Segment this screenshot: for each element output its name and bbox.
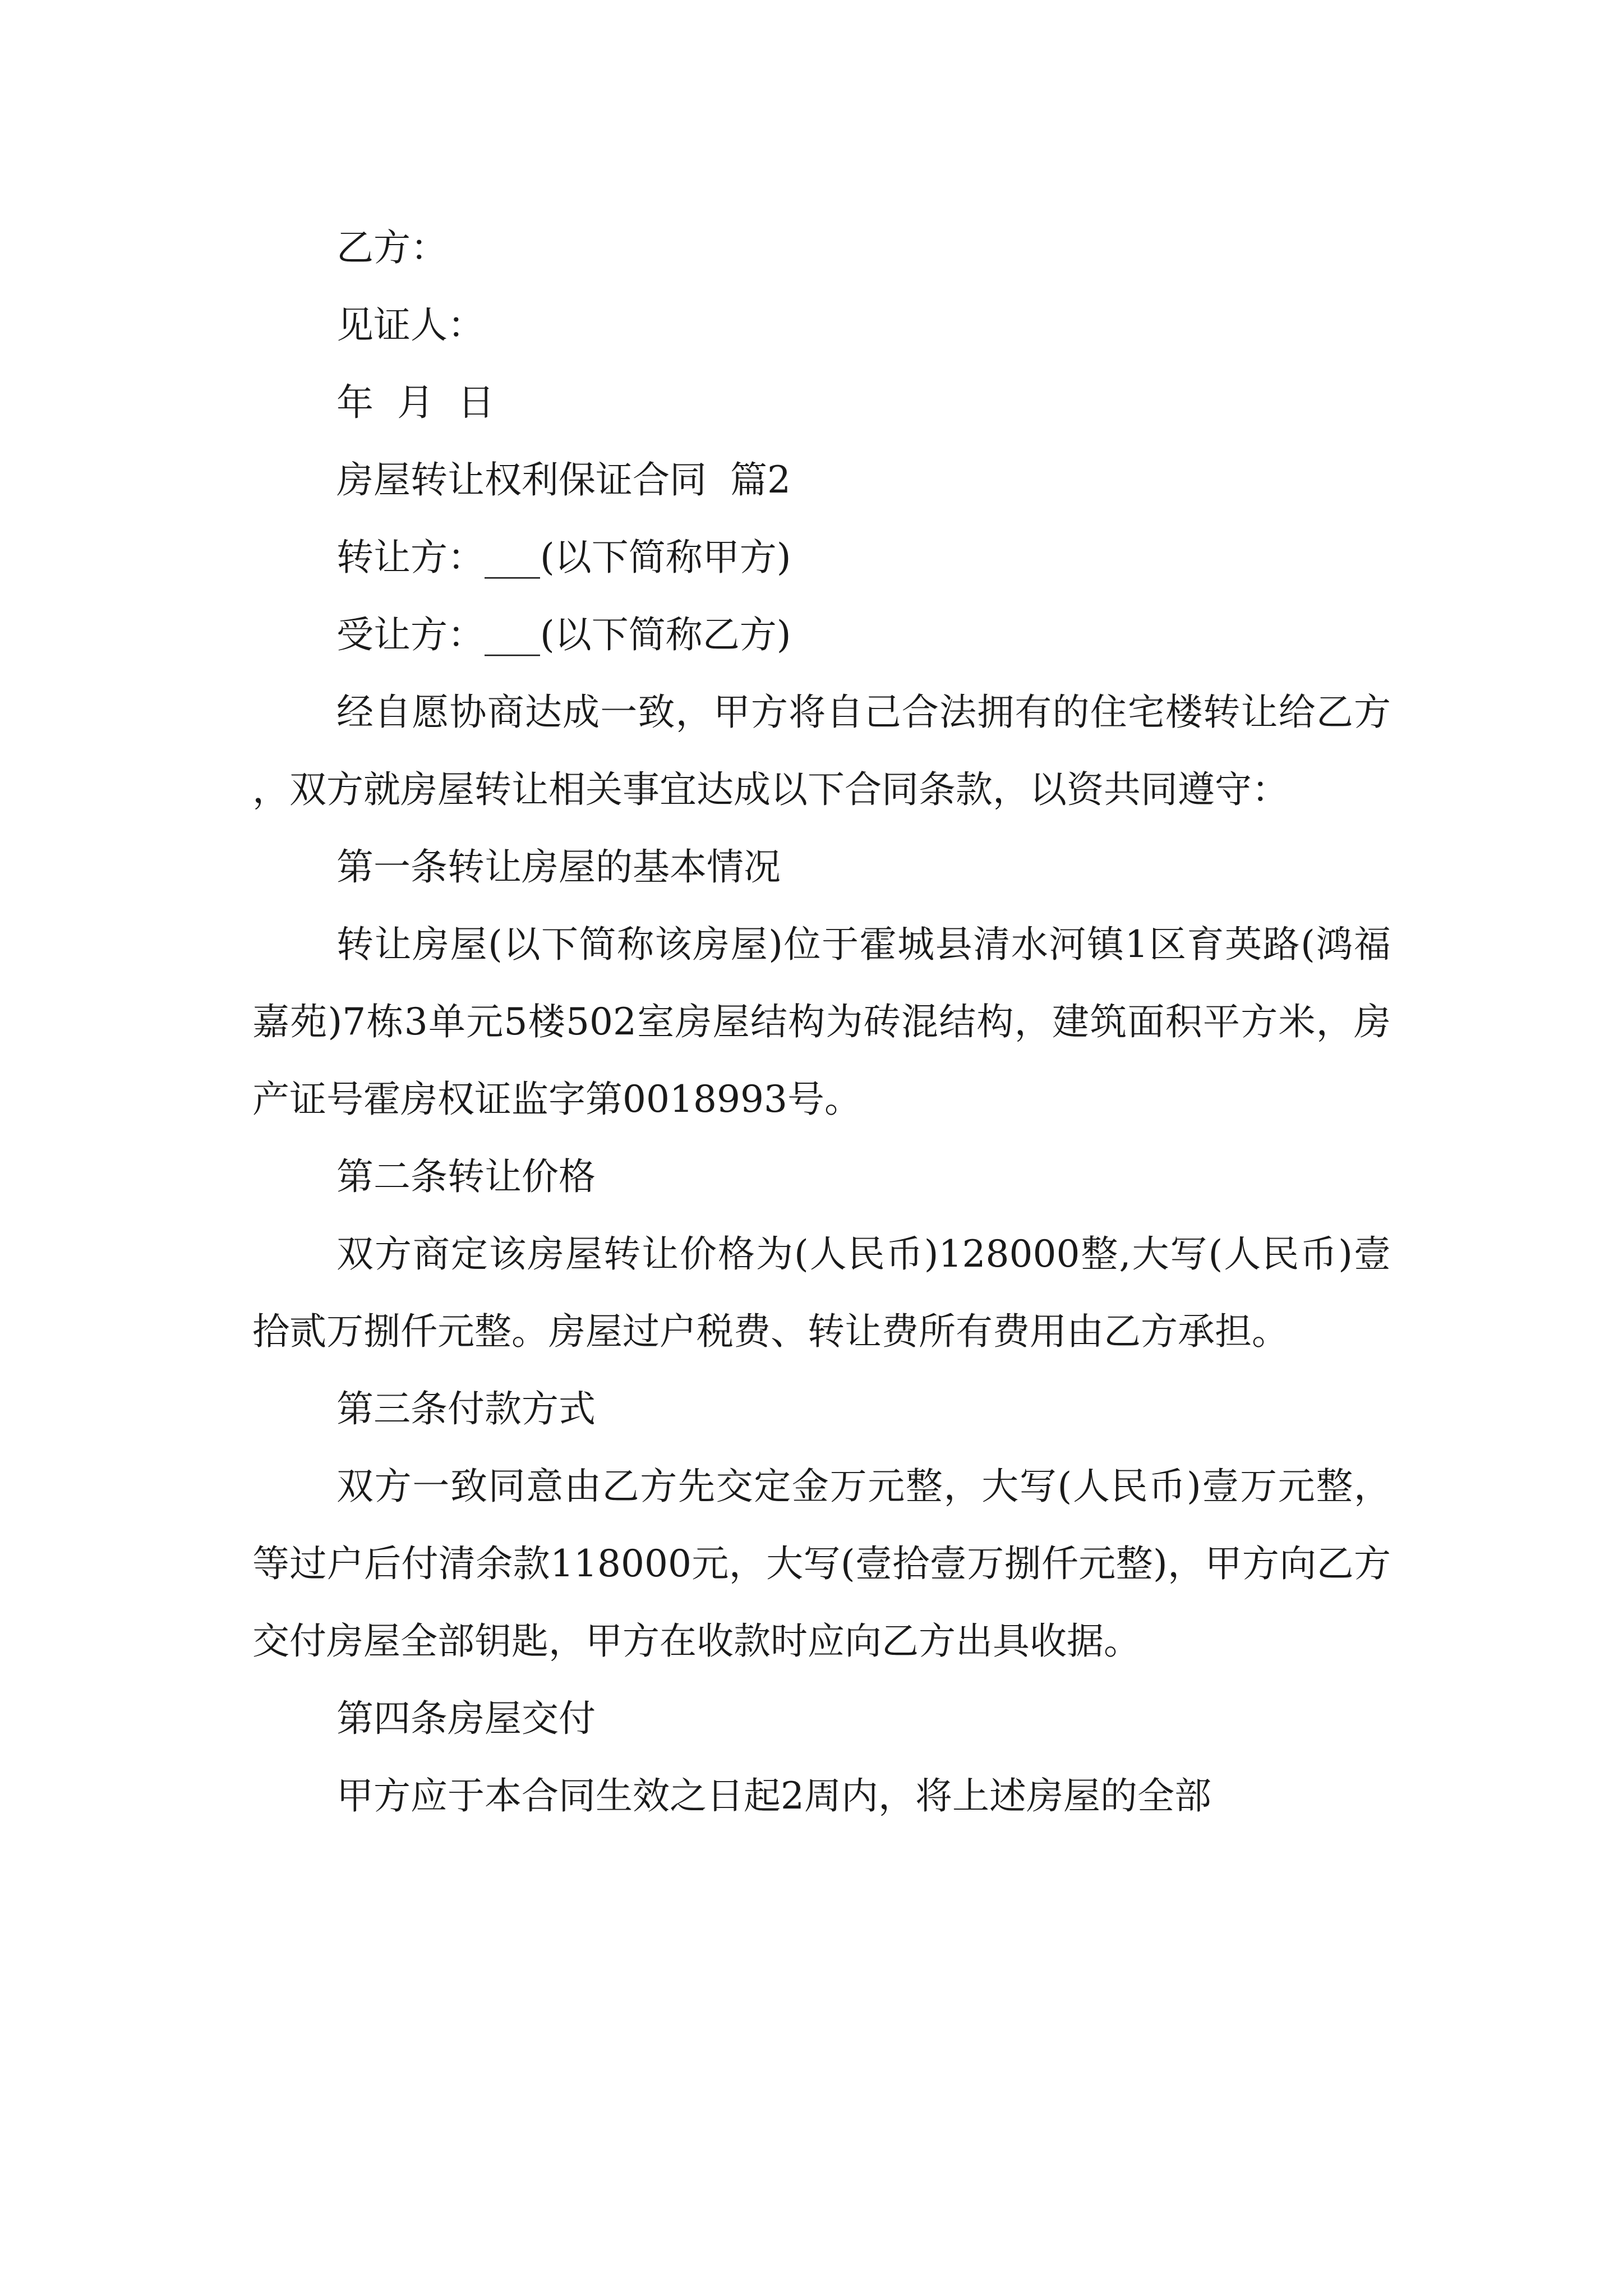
intro-paragraph: 经自愿协商达成一致，甲方将自己合法拥有的住宅楼转让给乙方，双方就房屋转让相关事宜达成以下合同条款，以资共同遵守： (252, 691, 1391, 811)
contract-title: 房屋转让权利保证合同 篇2 (336, 458, 791, 501)
date-line: 年 月 日 (336, 381, 495, 424)
article4-heading: 第四条房屋交付 (336, 1697, 596, 1740)
article2-body: 双方商定该房屋转让价格为(人民币)128000整,大写(人民币)壹拾贰万捌仟元整。房屋过户税费、转让费所有费用由乙方承担。 (252, 1232, 1391, 1353)
transferee-line: 受让方：___(以下简称乙方) (336, 613, 791, 656)
document-body (252, 209, 1391, 1835)
article4-body: 甲方应于本合同生效之日起2周内，将上述房屋的全部 (336, 1774, 1211, 1818)
party-b-signature-line: 乙方： (336, 226, 448, 269)
witness-signature-line: 见证人： (336, 303, 485, 347)
article1-body: 转让房屋(以下简称该房屋)位于霍城县清水河镇1区育英路(鸿福嘉苑)7栋3单元5楼502室房屋结构为砖混结构，建筑面积平方米，房产证号霍房权证监字第0018993号。 (252, 923, 1391, 1121)
article3-body: 双方一致同意由乙方先交定金万元整，大写(人民币)壹万元整，等过户后付清余款118000元，大写(壹拾壹万捌仟元整)，甲方向乙方交付房屋全部钥匙，甲方在收款时应向乙方出具收据。 (252, 1465, 1391, 1663)
article3-heading: 第三条付款方式 (336, 1387, 596, 1430)
article1-heading: 第一条转让房屋的基本情况 (336, 845, 781, 889)
transferor-line: 转让方：___(以下简称甲方) (336, 536, 791, 579)
article2-heading: 第二条转让价格 (336, 1155, 596, 1198)
